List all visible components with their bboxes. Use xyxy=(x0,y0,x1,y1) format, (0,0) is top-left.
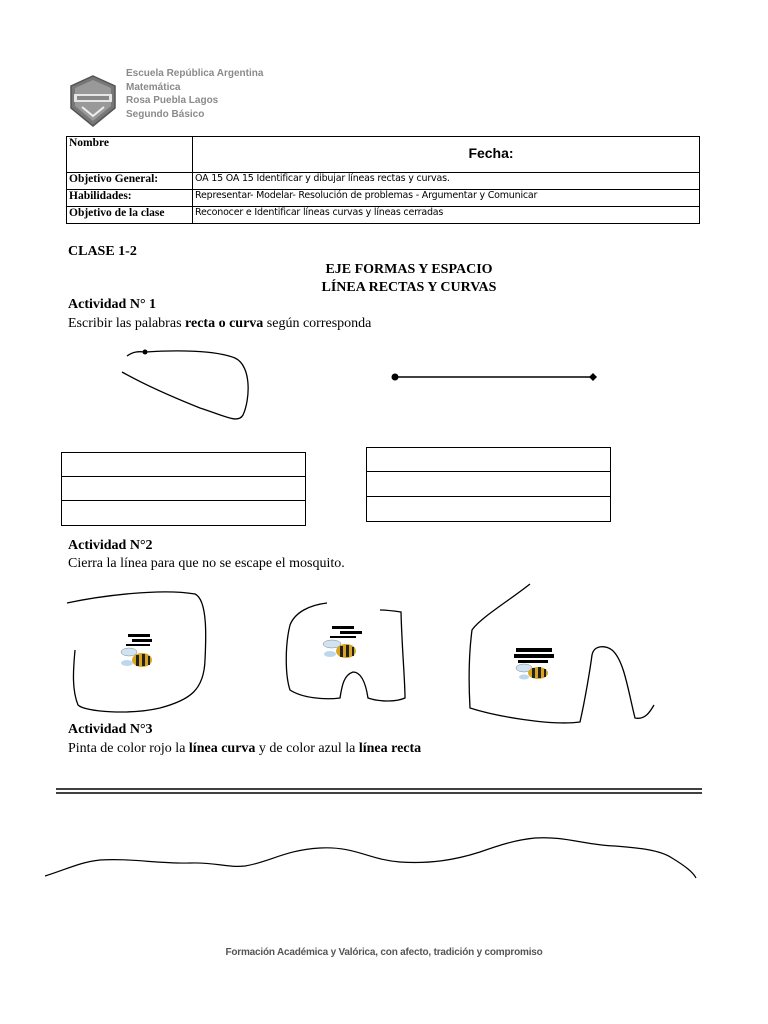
footer-motto: Formación Académica y Valórica, con afecto, tradición y compromiso xyxy=(225,947,543,958)
clase-title: CLASE 1-2 xyxy=(68,244,137,259)
actividad2-instructions: Cierra la línea para que no se escape el mosquito. xyxy=(68,556,345,571)
tema-title: LÍNEA RECTAS Y CURVAS xyxy=(321,280,497,295)
objetivo-clase-value: Reconocer e Identificar líneas curvas y líneas cerradas xyxy=(193,207,700,224)
objetivo-clase-label: Objetivo de la clase xyxy=(67,207,193,224)
actividad3-instr-pre: Pinta de color rojo la xyxy=(68,741,189,756)
actividad1-instr-post: según corresponda xyxy=(263,316,372,331)
actividad3-title: Actividad N°3 xyxy=(68,722,153,737)
grade: Segundo Básico xyxy=(126,108,205,120)
wavy-curve-line xyxy=(45,838,696,878)
teacher-name: Rosa Puebla Lagos xyxy=(126,95,219,106)
habilidades-value: Representar- Modelar- Resolución de problemas - Argumentar y Comunicar xyxy=(193,190,700,207)
objetivo-general-label: Objetivo General: xyxy=(67,173,193,190)
actividad3-instr-bold2: línea recta xyxy=(358,741,422,756)
actividad2-title: Actividad N°2 xyxy=(68,538,153,553)
curve-line-drawing xyxy=(122,351,248,419)
subject: Matemática xyxy=(126,81,181,93)
mosquito-icon xyxy=(320,624,364,669)
nombre-label: Nombre xyxy=(67,137,193,173)
straight-endpoint-left xyxy=(392,374,399,381)
actividad3-instr-mid: y de color azul la xyxy=(255,741,359,756)
eje-title: EJE FORMAS Y ESPACIO xyxy=(325,262,493,277)
actividad3-instr-bold1: línea curva xyxy=(188,741,256,756)
straight-endpoint-right xyxy=(589,373,597,381)
mosquito-icon xyxy=(118,632,158,677)
actividad1-title: Actividad N° 1 xyxy=(68,297,157,312)
school-name: Escuela República Argentina xyxy=(126,68,264,79)
curve-endpoint xyxy=(143,350,148,355)
fecha-label: Fecha: xyxy=(468,145,514,161)
habilidades-label: Habilidades: xyxy=(67,190,193,207)
open-shape-3 xyxy=(469,584,654,723)
mosquito-icon xyxy=(512,644,556,689)
actividad1-instr-pre: Escribir las palabras xyxy=(68,316,186,331)
actividad1-instr-bold: recta o curva xyxy=(185,316,264,331)
objetivo-general-value: OA 15 OA 15 Identificar y dibujar líneas rectas y curvas. xyxy=(193,173,700,190)
